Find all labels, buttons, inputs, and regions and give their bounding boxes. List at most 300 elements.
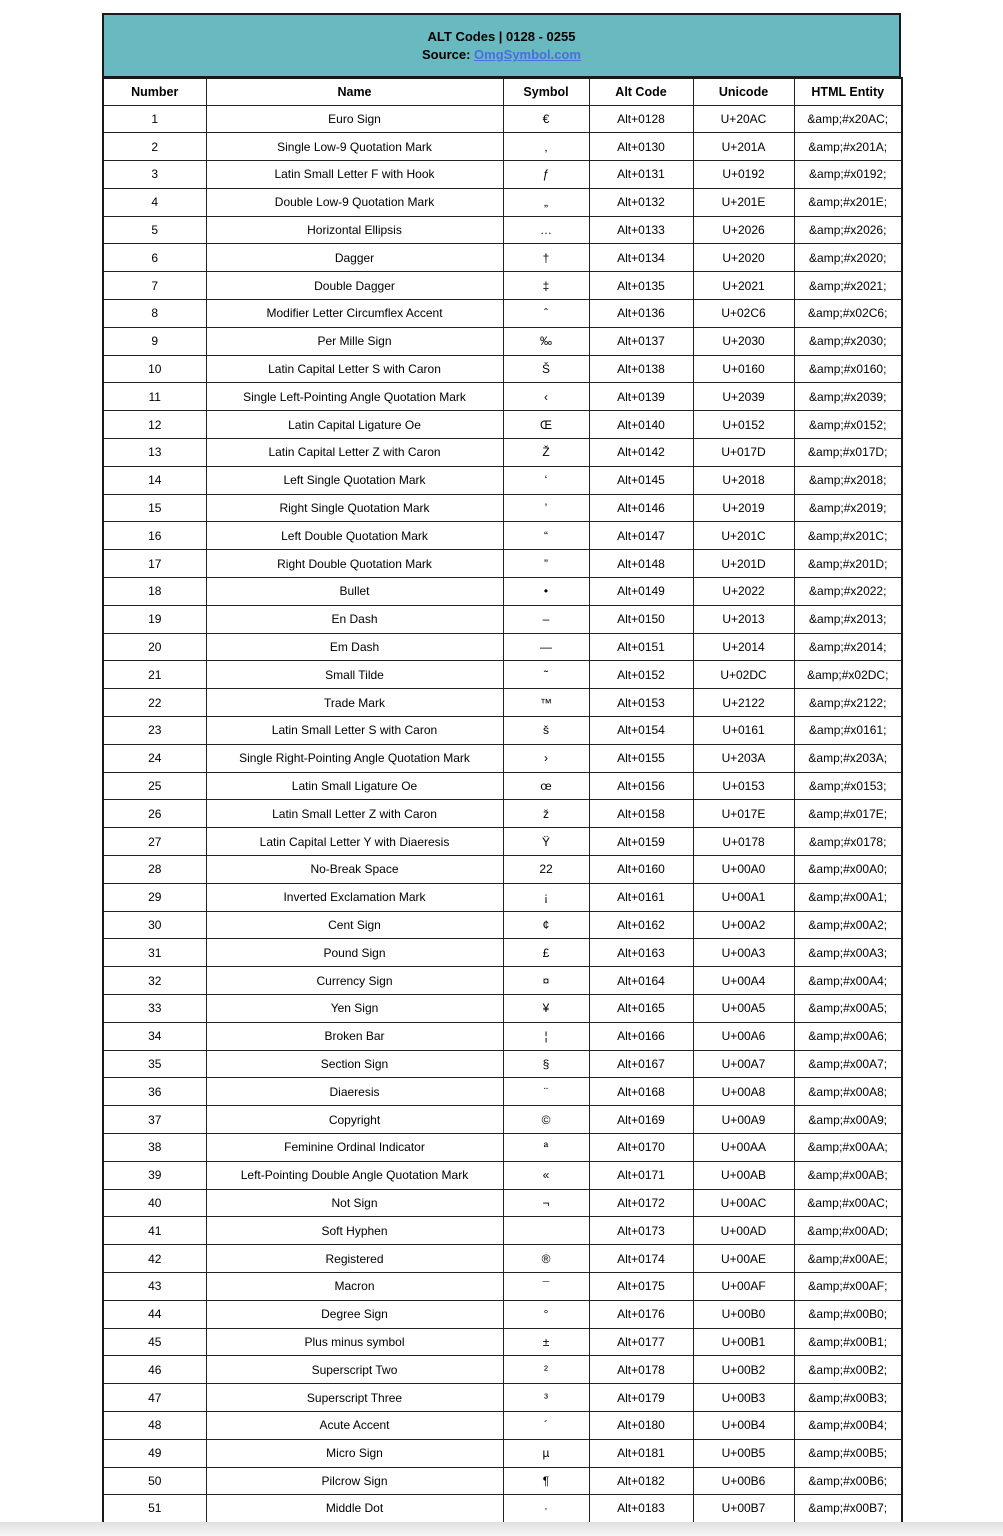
cell-symbol: 22 [503, 856, 589, 884]
cell-name: Pound Sign [206, 939, 503, 967]
cell-alt-code: Alt+0151 [589, 633, 693, 661]
cell-alt-code: Alt+0171 [589, 1161, 693, 1189]
cell-html-entity: &amp;#x0160; [794, 355, 902, 383]
cell-html-entity: &amp;#x00AB; [794, 1161, 902, 1189]
cell-name: Left-Pointing Double Angle Quotation Mark [206, 1161, 503, 1189]
cell-alt-code: Alt+0140 [589, 411, 693, 439]
cell-alt-code: Alt+0130 [589, 133, 693, 161]
table-row [103, 188, 902, 216]
cell-html-entity: &amp;#x00AE; [794, 1245, 902, 1273]
table-row [103, 355, 902, 383]
cell-symbol: ² [503, 1356, 589, 1384]
source-link[interactable]: OmgSymbol.com [474, 47, 581, 62]
cell-name: Right Double Quotation Mark [206, 550, 503, 578]
cell-alt-code: Alt+0156 [589, 772, 693, 800]
cell-alt-code: Alt+0139 [589, 383, 693, 411]
cell-unicode: U+2122 [693, 689, 794, 717]
cell-alt-code: Alt+0158 [589, 800, 693, 828]
cell-name: Superscript Two [206, 1356, 503, 1384]
cell-alt-code: Alt+0134 [589, 244, 693, 272]
cell-number: 35 [103, 1050, 206, 1078]
cell-name: Pilcrow Sign [206, 1467, 503, 1495]
cell-number: 31 [103, 939, 206, 967]
cell-number: 10 [103, 355, 206, 383]
cell-html-entity: &amp;#x00A0; [794, 856, 902, 884]
cell-html-entity: &amp;#x00AC; [794, 1189, 902, 1217]
source-label: Source: [422, 47, 471, 62]
cell-unicode: U+017D [693, 439, 794, 467]
cell-html-entity: &amp;#x2030; [794, 327, 902, 355]
cell-alt-code: Alt+0149 [589, 578, 693, 606]
cell-unicode: U+00AA [693, 1133, 794, 1161]
table-row [103, 1328, 902, 1356]
cell-unicode: U+00AD [693, 1217, 794, 1245]
cell-name: Feminine Ordinal Indicator [206, 1133, 503, 1161]
cell-symbol: ” [503, 550, 589, 578]
cell-number: 51 [103, 1495, 206, 1523]
cell-alt-code: Alt+0136 [589, 300, 693, 328]
cell-name: Macron [206, 1272, 503, 1300]
cell-name: Latin Small Letter Z with Caron [206, 800, 503, 828]
cell-unicode: U+00B6 [693, 1467, 794, 1495]
cell-symbol: “ [503, 522, 589, 550]
cell-unicode: U+00A0 [693, 856, 794, 884]
cell-number: 24 [103, 744, 206, 772]
cell-unicode: U+00AC [693, 1189, 794, 1217]
cell-html-entity: &amp;#x02DC; [794, 661, 902, 689]
cell-html-entity: &amp;#x20AC; [794, 105, 902, 133]
table-row [103, 411, 902, 439]
cell-number: 44 [103, 1300, 206, 1328]
cell-unicode: U+203A [693, 744, 794, 772]
cell-html-entity: &amp;#x02C6; [794, 300, 902, 328]
cell-unicode: U+2013 [693, 605, 794, 633]
cell-name: No-Break Space [206, 856, 503, 884]
table-row [103, 550, 902, 578]
cell-alt-code: Alt+0137 [589, 327, 693, 355]
cell-number: 16 [103, 522, 206, 550]
alt-codes-document [102, 13, 901, 1524]
table-row [103, 1411, 902, 1439]
cell-symbol: ´ [503, 1411, 589, 1439]
cell-number: 18 [103, 578, 206, 606]
cell-symbol: ƒ [503, 161, 589, 189]
cell-name: Horizontal Ellipsis [206, 216, 503, 244]
cell-symbol: ¢ [503, 911, 589, 939]
cell-name: Latin Small Letter S with Caron [206, 717, 503, 745]
cell-symbol: ˆ [503, 300, 589, 328]
cell-number: 47 [103, 1384, 206, 1412]
cell-alt-code: Alt+0133 [589, 216, 693, 244]
cell-alt-code: Alt+0172 [589, 1189, 693, 1217]
cell-unicode: U+00A6 [693, 1022, 794, 1050]
cell-symbol: … [503, 216, 589, 244]
table-row [103, 772, 902, 800]
cell-html-entity: &amp;#x00A6; [794, 1022, 902, 1050]
cell-html-entity: &amp;#x00B4; [794, 1411, 902, 1439]
cell-alt-code: Alt+0142 [589, 439, 693, 467]
cell-unicode: U+2018 [693, 466, 794, 494]
cell-name: Middle Dot [206, 1495, 503, 1523]
cell-unicode: U+201D [693, 550, 794, 578]
cell-name: Single Right-Pointing Angle Quotation Mark [206, 744, 503, 772]
cell-name: Registered [206, 1245, 503, 1273]
cell-symbol: ’ [503, 494, 589, 522]
cell-name: Right Single Quotation Mark [206, 494, 503, 522]
cell-number: 48 [103, 1411, 206, 1439]
cell-alt-code: Alt+0163 [589, 939, 693, 967]
cell-number: 36 [103, 1078, 206, 1106]
cell-number: 1 [103, 105, 206, 133]
cell-html-entity: &amp;#x00A1; [794, 883, 902, 911]
cell-unicode: U+2014 [693, 633, 794, 661]
cell-symbol: ‘ [503, 466, 589, 494]
cell-html-entity: &amp;#x2018; [794, 466, 902, 494]
table-row [103, 1022, 902, 1050]
table-row [103, 967, 902, 995]
cell-number: 7 [103, 272, 206, 300]
cell-html-entity: &amp;#x2014; [794, 633, 902, 661]
cell-name: Latin Capital Letter Y with Diaeresis [206, 828, 503, 856]
table-row [103, 105, 902, 133]
cell-number: 2 [103, 133, 206, 161]
cell-html-entity: &amp;#x00A5; [794, 995, 902, 1023]
cell-unicode: U+00A9 [693, 1106, 794, 1134]
cell-html-entity: &amp;#x201C; [794, 522, 902, 550]
cell-unicode: U+00B4 [693, 1411, 794, 1439]
table-row [103, 1300, 902, 1328]
cell-html-entity: &amp;#x00A3; [794, 939, 902, 967]
cell-alt-code: Alt+0169 [589, 1106, 693, 1134]
cell-name: Dagger [206, 244, 503, 272]
cell-symbol [503, 1217, 589, 1245]
cell-number: 43 [103, 1272, 206, 1300]
cell-unicode: U+00A7 [693, 1050, 794, 1078]
table-row [103, 1384, 902, 1412]
cell-symbol: ‰ [503, 327, 589, 355]
cell-html-entity: &amp;#x2021; [794, 272, 902, 300]
cell-unicode: U+0152 [693, 411, 794, 439]
cell-symbol: ª [503, 1133, 589, 1161]
cell-symbol: µ [503, 1439, 589, 1467]
cell-name: Copyright [206, 1106, 503, 1134]
table-row [103, 633, 902, 661]
cell-unicode: U+00A4 [693, 967, 794, 995]
cell-unicode: U+00B2 [693, 1356, 794, 1384]
cell-number: 27 [103, 828, 206, 856]
cell-symbol: Ž [503, 439, 589, 467]
alt-codes-table [102, 77, 903, 1524]
cell-number: 9 [103, 327, 206, 355]
cell-symbol: ¨ [503, 1078, 589, 1106]
cell-unicode: U+00A8 [693, 1078, 794, 1106]
cell-number: 3 [103, 161, 206, 189]
table-row [103, 1106, 902, 1134]
table-row [103, 522, 902, 550]
cell-name: Soft Hyphen [206, 1217, 503, 1245]
cell-alt-code: Alt+0180 [589, 1411, 693, 1439]
cell-unicode: U+0178 [693, 828, 794, 856]
column-header-html-entity: HTML Entity [794, 78, 902, 105]
cell-symbol: ‚ [503, 133, 589, 161]
cell-symbol: Ÿ [503, 828, 589, 856]
cell-html-entity: &amp;#x00AF; [794, 1272, 902, 1300]
cell-alt-code: Alt+0150 [589, 605, 693, 633]
table-row [103, 439, 902, 467]
cell-name: Double Dagger [206, 272, 503, 300]
table-row [103, 605, 902, 633]
cell-symbol: € [503, 105, 589, 133]
cell-alt-code: Alt+0182 [589, 1467, 693, 1495]
cell-symbol: ¤ [503, 967, 589, 995]
cell-number: 41 [103, 1217, 206, 1245]
cell-name: Not Sign [206, 1189, 503, 1217]
table-row [103, 800, 902, 828]
cell-alt-code: Alt+0153 [589, 689, 693, 717]
source-line [422, 46, 581, 63]
cell-number: 37 [103, 1106, 206, 1134]
cell-unicode: U+00A3 [693, 939, 794, 967]
cell-symbol: ¯ [503, 1272, 589, 1300]
cell-name: Left Single Quotation Mark [206, 466, 503, 494]
cell-html-entity: &amp;#x017E; [794, 800, 902, 828]
cell-name: Plus minus symbol [206, 1328, 503, 1356]
cell-unicode: U+0160 [693, 355, 794, 383]
cell-unicode: U+00B0 [693, 1300, 794, 1328]
cell-name: Em Dash [206, 633, 503, 661]
column-header-name: Name [206, 78, 503, 105]
cell-alt-code: Alt+0168 [589, 1078, 693, 1106]
cell-html-entity: &amp;#x0161; [794, 717, 902, 745]
cell-name: Cent Sign [206, 911, 503, 939]
cell-alt-code: Alt+0146 [589, 494, 693, 522]
cell-unicode: U+00AB [693, 1161, 794, 1189]
cell-symbol: ® [503, 1245, 589, 1273]
cell-name: Currency Sign [206, 967, 503, 995]
cell-html-entity: &amp;#x0153; [794, 772, 902, 800]
table-row [103, 216, 902, 244]
cell-html-entity: &amp;#x00A8; [794, 1078, 902, 1106]
cell-html-entity: &amp;#x00AD; [794, 1217, 902, 1245]
cell-number: 5 [103, 216, 206, 244]
table-row [103, 272, 902, 300]
cell-number: 42 [103, 1245, 206, 1273]
cell-name: Latin Small Letter F with Hook [206, 161, 503, 189]
cell-unicode: U+201C [693, 522, 794, 550]
cell-alt-code: Alt+0138 [589, 355, 693, 383]
cell-number: 19 [103, 605, 206, 633]
cell-unicode: U+0153 [693, 772, 794, 800]
table-row [103, 1078, 902, 1106]
table-row [103, 1272, 902, 1300]
table-row [103, 578, 902, 606]
cell-symbol: „ [503, 188, 589, 216]
cell-number: 30 [103, 911, 206, 939]
cell-html-entity: &amp;#x00B5; [794, 1439, 902, 1467]
table-row [103, 1189, 902, 1217]
cell-number: 12 [103, 411, 206, 439]
cell-alt-code: Alt+0155 [589, 744, 693, 772]
table-row [103, 466, 902, 494]
table-row [103, 717, 902, 745]
cell-html-entity: &amp;#x201A; [794, 133, 902, 161]
page-title: ALT Codes | 0128 - 0255 [427, 29, 576, 44]
cell-name: Section Sign [206, 1050, 503, 1078]
table-row [103, 133, 902, 161]
cell-symbol: Š [503, 355, 589, 383]
cell-symbol: £ [503, 939, 589, 967]
cell-symbol: – [503, 605, 589, 633]
cell-number: 25 [103, 772, 206, 800]
table-row [103, 911, 902, 939]
cell-name: Latin Capital Ligature Oe [206, 411, 503, 439]
cell-html-entity: &amp;#x00B3; [794, 1384, 902, 1412]
cell-alt-code: Alt+0167 [589, 1050, 693, 1078]
table-row [103, 1439, 902, 1467]
table-row [103, 661, 902, 689]
cell-symbol: ³ [503, 1384, 589, 1412]
table-row [103, 1217, 902, 1245]
cell-unicode: U+2021 [693, 272, 794, 300]
table-row [103, 856, 902, 884]
cell-unicode: U+00A2 [693, 911, 794, 939]
cell-html-entity: &amp;#x00B7; [794, 1495, 902, 1523]
cell-symbol: • [503, 578, 589, 606]
cell-name: Acute Accent [206, 1411, 503, 1439]
cell-unicode: U+00A5 [693, 995, 794, 1023]
cell-name: Diaeresis [206, 1078, 503, 1106]
cell-symbol: ¦ [503, 1022, 589, 1050]
page-edge-shadow [0, 1522, 1003, 1536]
cell-name: Single Low-9 Quotation Mark [206, 133, 503, 161]
cell-number: 21 [103, 661, 206, 689]
cell-html-entity: &amp;#x00B2; [794, 1356, 902, 1384]
table-row [103, 1133, 902, 1161]
cell-unicode: U+00A1 [693, 883, 794, 911]
table-row [103, 244, 902, 272]
cell-alt-code: Alt+0148 [589, 550, 693, 578]
cell-alt-code: Alt+0166 [589, 1022, 693, 1050]
cell-unicode: U+00B3 [693, 1384, 794, 1412]
cell-unicode: U+2019 [693, 494, 794, 522]
cell-unicode: U+017E [693, 800, 794, 828]
cell-number: 22 [103, 689, 206, 717]
cell-html-entity: &amp;#x00B0; [794, 1300, 902, 1328]
cell-number: 33 [103, 995, 206, 1023]
cell-symbol: · [503, 1495, 589, 1523]
cell-name: Per Mille Sign [206, 327, 503, 355]
cell-html-entity: &amp;#x00AA; [794, 1133, 902, 1161]
cell-number: 32 [103, 967, 206, 995]
table-row [103, 1356, 902, 1384]
cell-alt-code: Alt+0165 [589, 995, 693, 1023]
cell-number: 13 [103, 439, 206, 467]
cell-unicode: U+201E [693, 188, 794, 216]
cell-alt-code: Alt+0170 [589, 1133, 693, 1161]
column-header-number: Number [103, 78, 206, 105]
cell-alt-code: Alt+0135 [589, 272, 693, 300]
cell-alt-code: Alt+0145 [589, 466, 693, 494]
cell-symbol: š [503, 717, 589, 745]
table-row [103, 161, 902, 189]
cell-symbol: ¬ [503, 1189, 589, 1217]
cell-number: 8 [103, 300, 206, 328]
cell-html-entity: &amp;#x00A7; [794, 1050, 902, 1078]
table-row [103, 1050, 902, 1078]
cell-alt-code: Alt+0160 [589, 856, 693, 884]
cell-name: Yen Sign [206, 995, 503, 1023]
cell-number: 34 [103, 1022, 206, 1050]
cell-unicode: U+2030 [693, 327, 794, 355]
cell-symbol: © [503, 1106, 589, 1134]
cell-name: Latin Capital Letter S with Caron [206, 355, 503, 383]
cell-alt-code: Alt+0162 [589, 911, 693, 939]
cell-symbol: ‡ [503, 272, 589, 300]
cell-unicode: U+00B1 [693, 1328, 794, 1356]
cell-alt-code: Alt+0177 [589, 1328, 693, 1356]
cell-unicode: U+0192 [693, 161, 794, 189]
cell-alt-code: Alt+0173 [589, 1217, 693, 1245]
cell-unicode: U+2020 [693, 244, 794, 272]
cell-number: 29 [103, 883, 206, 911]
cell-number: 28 [103, 856, 206, 884]
cell-name: Euro Sign [206, 105, 503, 133]
cell-symbol: ˜ [503, 661, 589, 689]
table-row [103, 494, 902, 522]
cell-html-entity: &amp;#x00B6; [794, 1467, 902, 1495]
cell-number: 4 [103, 188, 206, 216]
table-title-bar [102, 13, 901, 77]
cell-symbol: ž [503, 800, 589, 828]
cell-number: 38 [103, 1133, 206, 1161]
cell-number: 49 [103, 1439, 206, 1467]
cell-name: Latin Small Ligature Oe [206, 772, 503, 800]
cell-alt-code: Alt+0181 [589, 1439, 693, 1467]
cell-html-entity: &amp;#x2019; [794, 494, 902, 522]
table-row [103, 744, 902, 772]
cell-symbol: † [503, 244, 589, 272]
cell-alt-code: Alt+0154 [589, 717, 693, 745]
table-row [103, 300, 902, 328]
cell-number: 39 [103, 1161, 206, 1189]
cell-html-entity: &amp;#x2026; [794, 216, 902, 244]
cell-symbol: œ [503, 772, 589, 800]
cell-alt-code: Alt+0179 [589, 1384, 693, 1412]
table-row [103, 327, 902, 355]
cell-alt-code: Alt+0159 [589, 828, 693, 856]
cell-name: Broken Bar [206, 1022, 503, 1050]
cell-name: Inverted Exclamation Mark [206, 883, 503, 911]
cell-name: Micro Sign [206, 1439, 503, 1467]
cell-symbol: ‹ [503, 383, 589, 411]
table-row [103, 883, 902, 911]
cell-symbol: § [503, 1050, 589, 1078]
cell-number: 46 [103, 1356, 206, 1384]
cell-number: 15 [103, 494, 206, 522]
cell-symbol: Œ [503, 411, 589, 439]
cell-html-entity: &amp;#x201D; [794, 550, 902, 578]
cell-number: 17 [103, 550, 206, 578]
cell-alt-code: Alt+0131 [589, 161, 693, 189]
cell-symbol: ™ [503, 689, 589, 717]
table-header-row [103, 78, 902, 105]
cell-html-entity: &amp;#x00B1; [794, 1328, 902, 1356]
cell-unicode: U+00B5 [693, 1439, 794, 1467]
cell-alt-code: Alt+0164 [589, 967, 693, 995]
cell-symbol: « [503, 1161, 589, 1189]
cell-symbol: ° [503, 1300, 589, 1328]
cell-name: Double Low-9 Quotation Mark [206, 188, 503, 216]
